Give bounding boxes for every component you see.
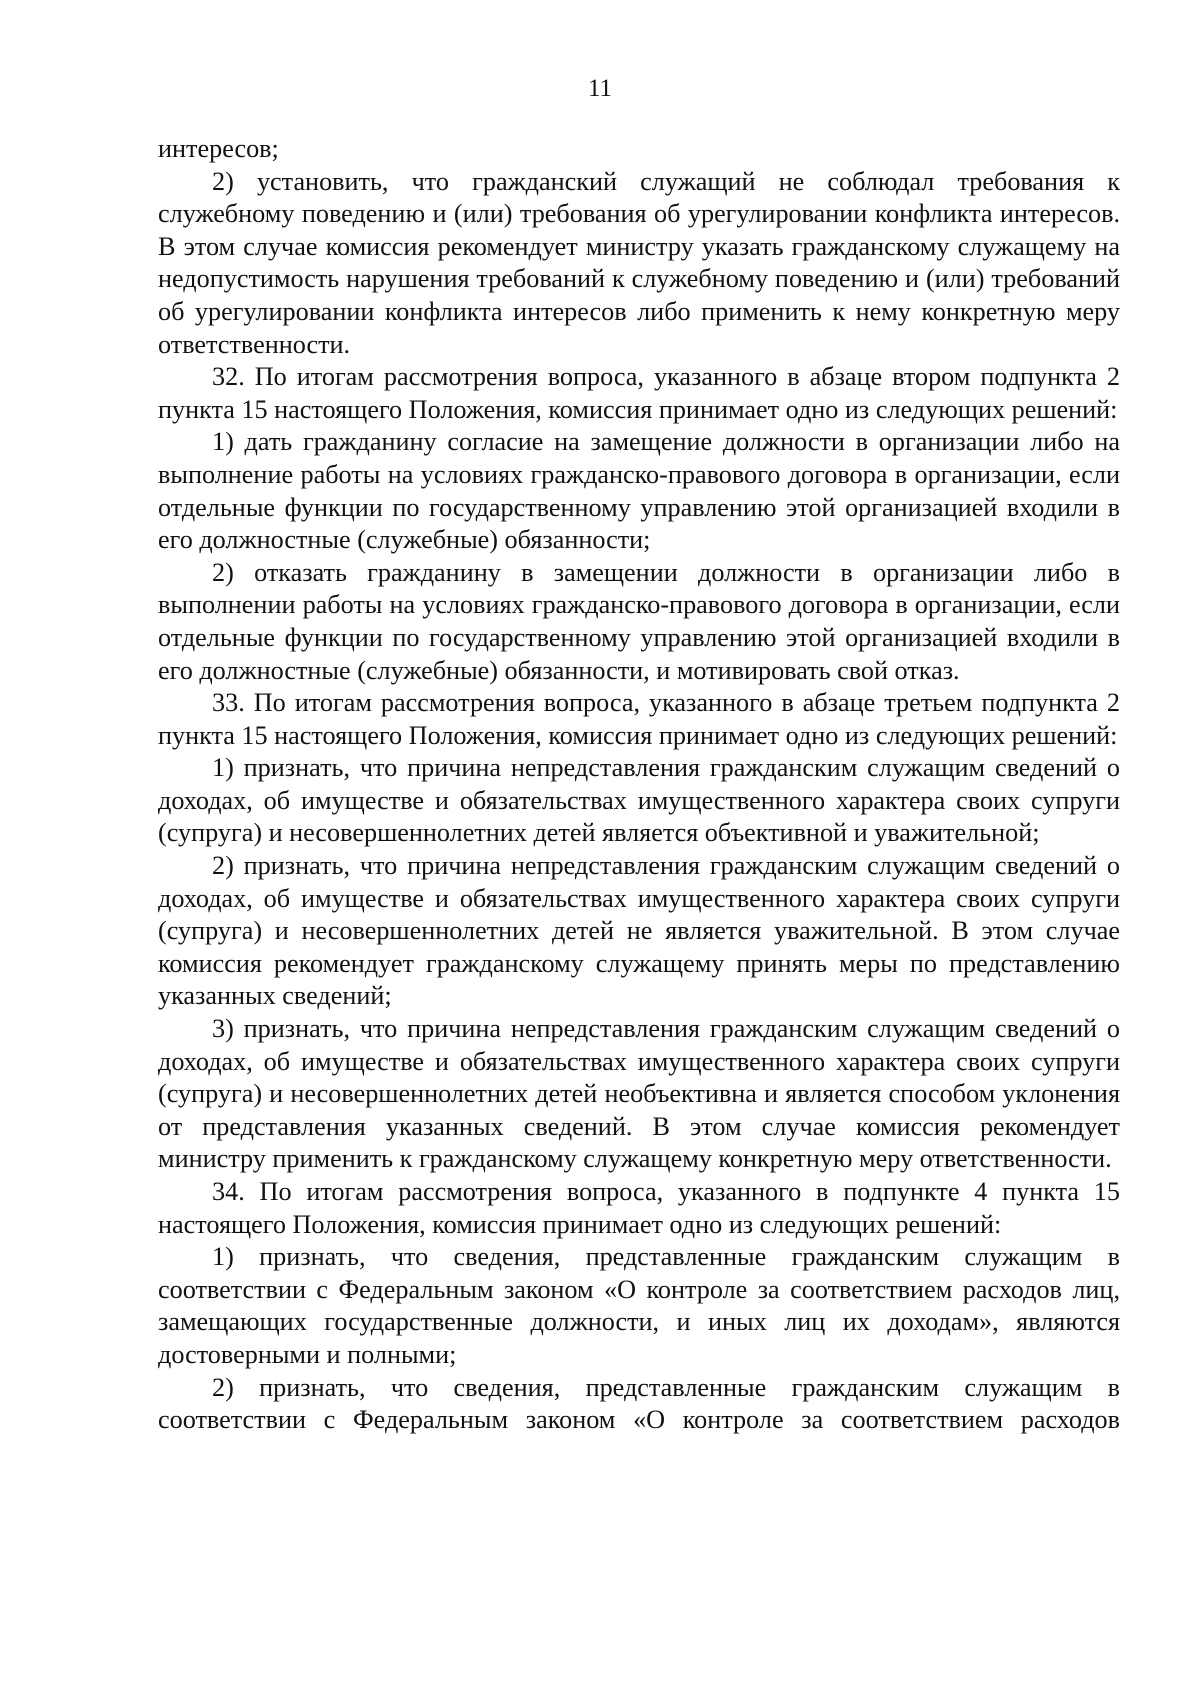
paragraph: 33. По итогам рассмотрения вопроса, указанного в абзаце третьем подпункта 2 пункта 15 настоящего Положения, комиссия принимает одно из следующих решений: — [158, 688, 1120, 750]
paragraph: 32. По итогам рассмотрения вопроса, указанного в абзаце втором подпункта 2 пункта 15 настоящего Положения, комиссия принимает одно из следующих решений: — [158, 362, 1120, 424]
paragraph: 1) дать гражданину согласие на замещение должности в организации либо на выполнение работы на условиях гражданско-правового договора в организации, если отдельные функции по государственному управлению этой организацией входили в его должностные (служебные) обязанности; — [158, 427, 1120, 555]
paragraph: 3) признать, что причина непредставления гражданским служащим сведений о доходах, об имуществе и обязательствах имущественного характера своих супруги (супруга) и несовершеннолетних детей необъективна и является способом уклонения от представления указанных сведений. В этом случае комиссия рекомендует министру применить к гражданскому служащему конкретную меру ответственности. — [158, 1014, 1120, 1174]
document-body — [158, 133, 1120, 1437]
paragraph: 2) признать, что сведения, представленные гражданским служащим в соответствии с Федеральным законом «О контроле за соответствием расходов — [158, 1372, 1120, 1435]
paragraph: 2) отказать гражданину в замещении должности в организации либо в выполнении работы на условиях гражданско-правового договора в организации, если отдельные функции по государственному управлению этой организацией входили в его должностные (служебные) обязанности, и мотивировать свой отказ. — [158, 557, 1120, 685]
paragraph: 1) признать, что сведения, представленные гражданским служащим в соответствии с Федеральным законом «О контроле за соответствием расходов лиц, замещающих государственные должности, и иных лиц их доходам», являются достоверными и полными; — [158, 1242, 1120, 1369]
paragraph: 2) установить, что гражданский служащий не соблюдал требования к служебному поведению и (или) требования об урегулировании конфликта интересов. В этом случае комиссия рекомендует министру указать гражданскому служащему на недопустимость нарушения требований к служебному поведению и (или) требований об урегулировании конфликта интересов либо применить к нему конкретную меру ответственности. — [158, 166, 1120, 359]
paragraph: 34. По итогам рассмотрения вопроса, указанного в подпункте 4 пункта 15 настоящего Положения, комиссия принимает одно из следующих решений: — [158, 1177, 1120, 1239]
paragraph: интересов; — [158, 134, 279, 163]
paragraph: 1) признать, что причина непредставления гражданским служащим сведений о доходах, об имуществе и обязательствах имущественного характера своих супруги (супруга) и несовершеннолетних детей является объективной и уважительной; — [158, 753, 1120, 848]
paragraph: 2) признать, что причина непредставления гражданским служащим сведений о доходах, об имуществе и обязательствах имущественного характера своих супруги (супруга) и несовершеннолетних детей не является уважительной. В этом случае комиссия рекомендует гражданскому служащему принять меры по представлению указанных сведений; — [158, 851, 1120, 1011]
page-number: 11 — [587, 75, 613, 102]
